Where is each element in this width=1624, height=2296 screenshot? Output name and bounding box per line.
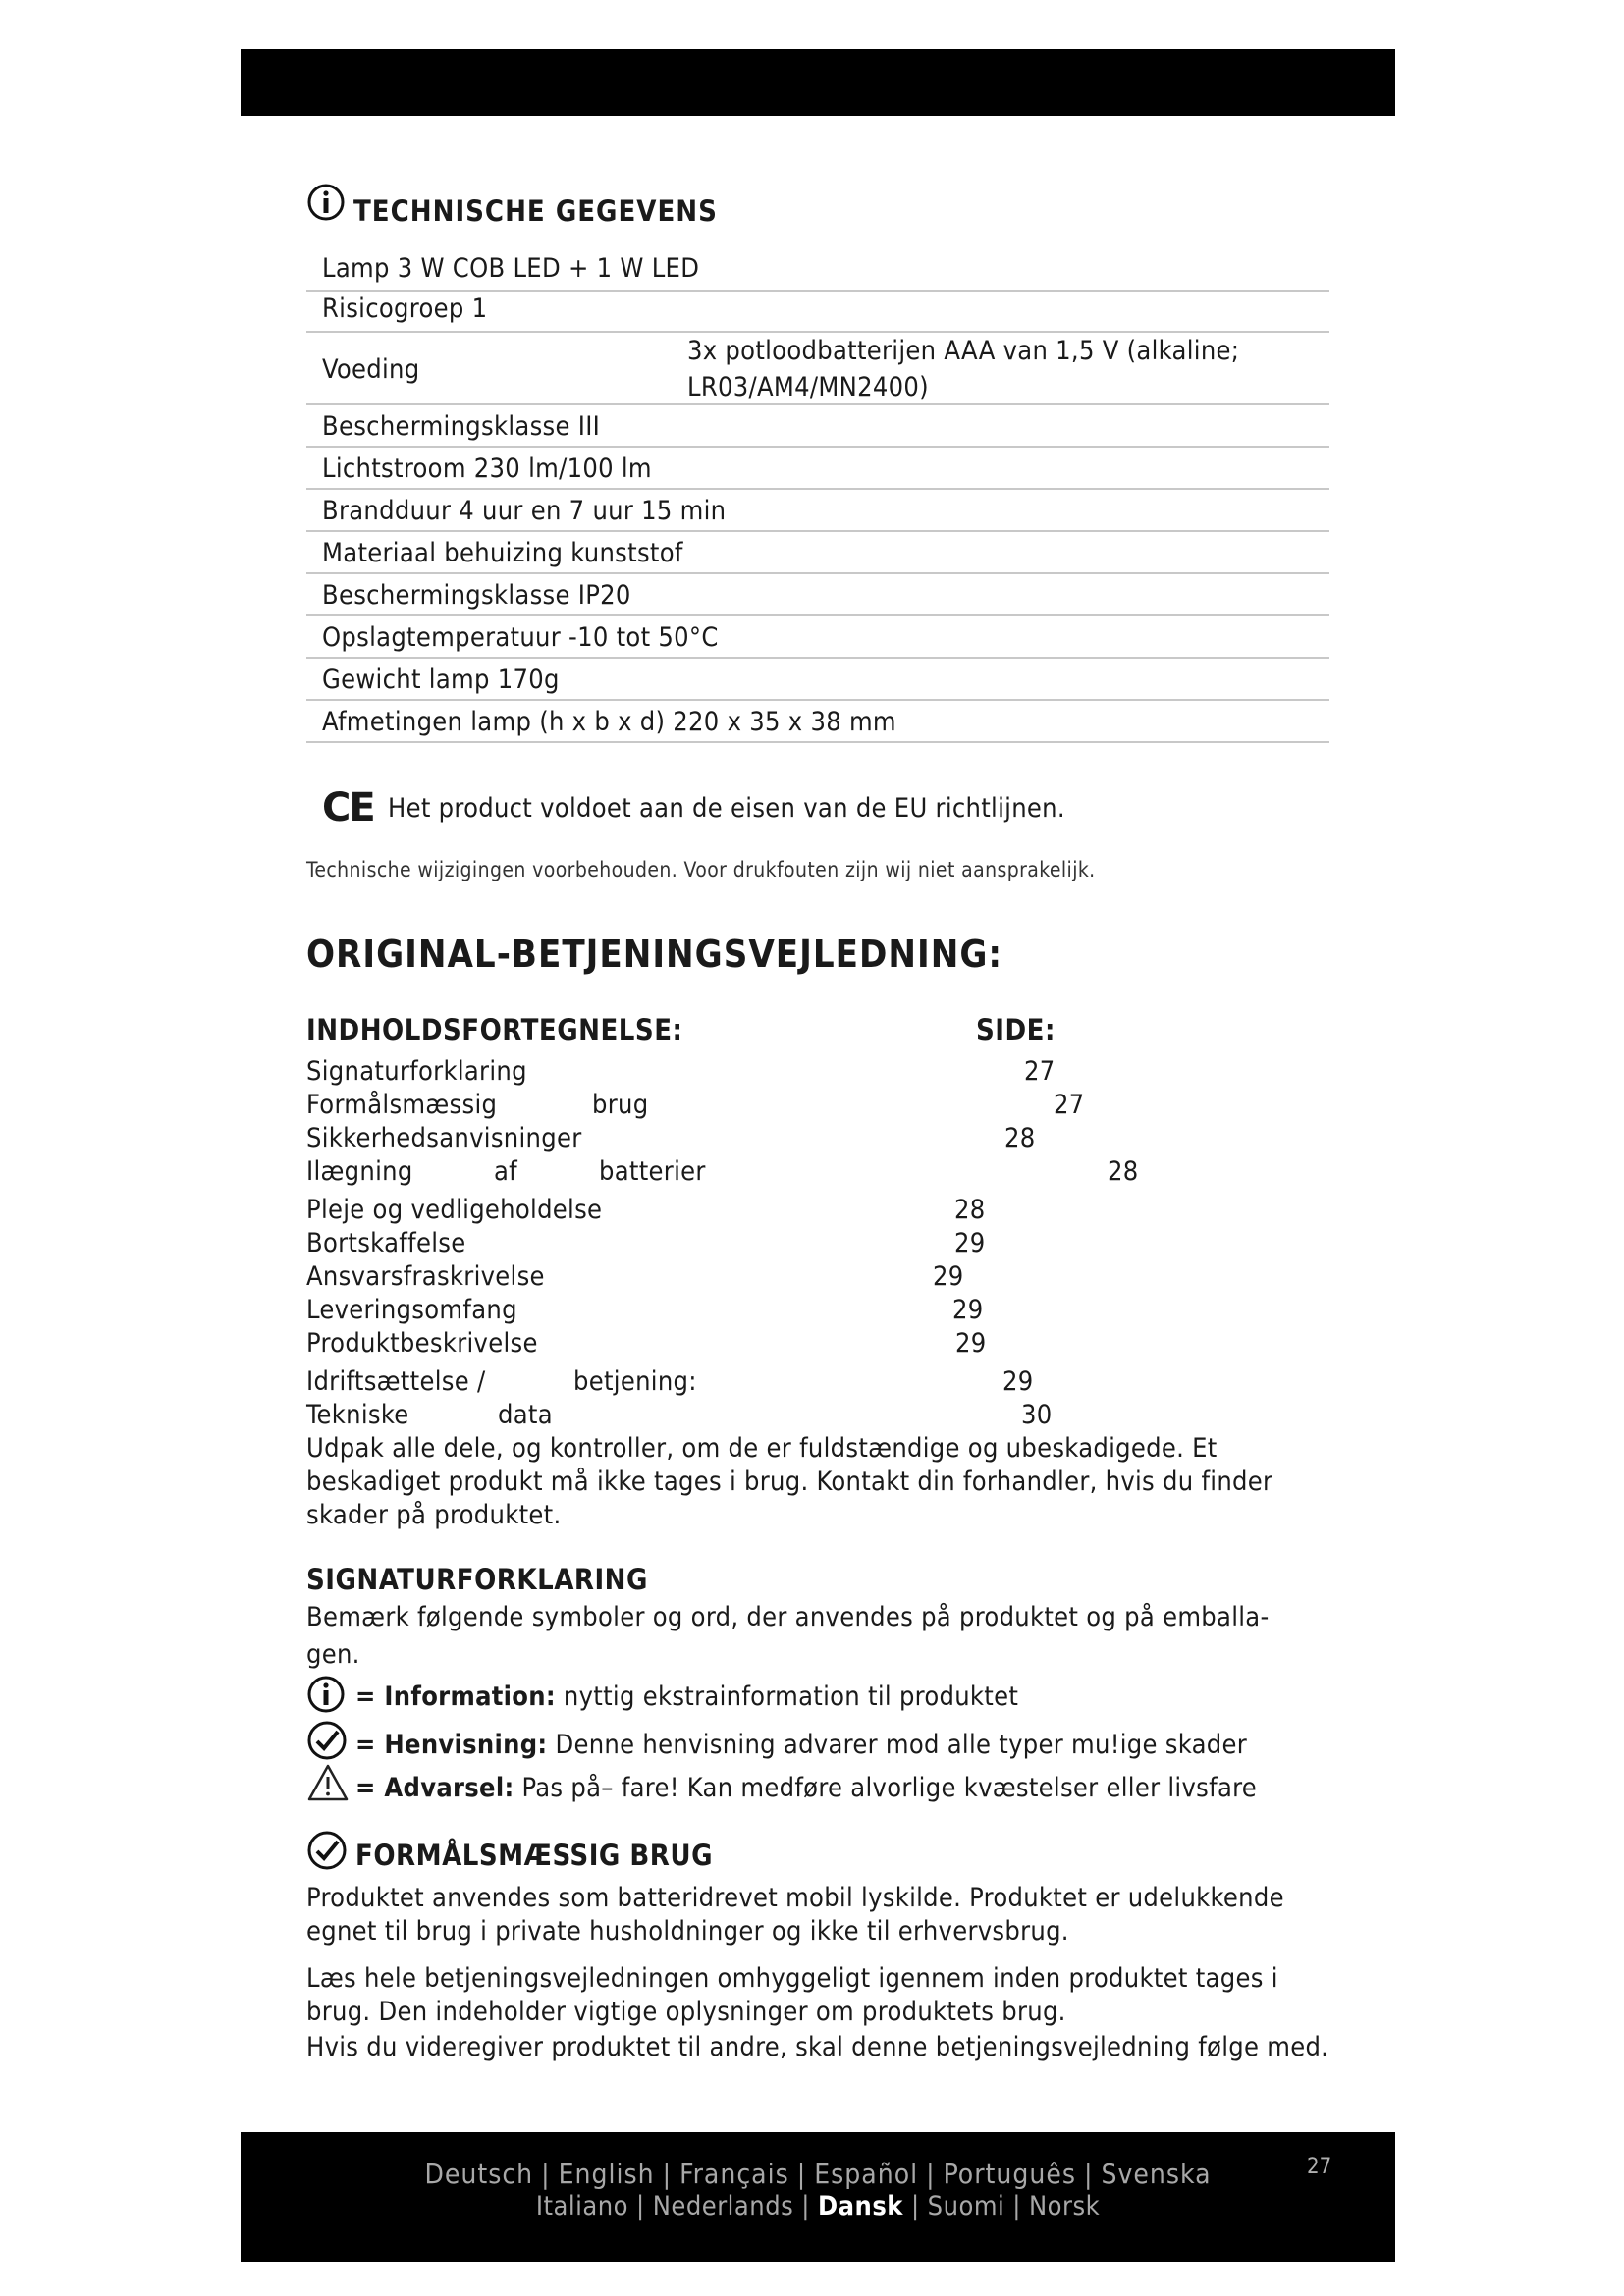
spec-row: Beschermingsklasse IP20 [306,574,1329,616]
disclaimer: Technische wijzigingen voorbehouden. Voor drukfouten zijn wij niet aansprakelijk. [306,858,1096,881]
toc-page: 28 [1004,1123,1036,1153]
formaal-text: Hvis du videregiver produktet til andre, skal denne betjeningsvejledning følge med. [306,2032,1329,2062]
toc-item: Ansvarsfraskrivelse [306,1261,545,1292]
toc-item: Produktbeskrivelse [306,1328,538,1359]
signatur-item-text: nyttig ekstrainformation til produktet [555,1682,1019,1712]
language-nav-row-1: Deutsch | English | Français | Español | Português | Svenska [424,2158,1212,2190]
info-icon [306,1675,346,1714]
lang-link-portugues[interactable]: Português [943,2158,1076,2190]
toc-item-word: batterier [599,1156,706,1187]
signatur-item-info [355,1682,1018,1712]
unpack-line: skader på produktet. [306,1500,562,1530]
unpack-line: Udpak alle dele, og kontroller, om de er fuldstændige og ubeskadigede. Et [306,1433,1218,1464]
toc-item: Leveringsomfang [306,1295,517,1325]
lang-link-espanol[interactable]: Español [814,2158,919,2190]
spec-row: Gewicht lamp 170g [306,659,1329,701]
spec-row: Brandduur 4 uur en 7 uur 15 min [306,490,1329,532]
spec-row: Lichtstroom 230 lm/100 lm [306,448,1329,490]
power-label: Voeding [322,354,420,385]
toc-item: Idriftsættelse / [306,1366,486,1397]
signatur-item-label: = Henvisning: [355,1730,548,1760]
signatur-item-text: Pas på– fare! Kan medføre alvorlige kvæstelser eller livsfare [514,1773,1258,1803]
signatur-intro: gen. [306,1639,360,1670]
toc-page: 30 [1021,1400,1053,1430]
spec-heading: TECHNISCHE GEGEVENS [353,194,718,228]
spec-row: Materiaal behuizing kunststof [306,532,1329,574]
lang-link-svenska[interactable]: Svenska [1101,2158,1212,2190]
signatur-item-label: = Advarsel: [355,1773,514,1803]
lang-link-norsk[interactable]: Norsk [1028,2191,1101,2221]
toc-page: 27 [1024,1056,1056,1087]
language-nav-row-2: Italiano | Nederlands | Dansk | Suomi | Norsk [535,2191,1101,2221]
toc-page: 28 [1108,1156,1139,1187]
toc-item: Bortskaffelse [306,1228,466,1258]
signatur-intro: Bemærk følgende symboler og ord, der anvendes på produktet og på emballa- [306,1602,1270,1632]
check-icon [306,1720,348,1761]
header-bar [241,49,1395,116]
formaal-heading: FORMÅLSMÆSSIG BRUG [355,1839,713,1872]
lang-link-nederlands[interactable]: Nederlands [652,2191,794,2221]
toc-item: Ilægning [306,1156,413,1187]
formaal-text: brug. Den indeholder vigtige oplysninger om produktets brug. [306,1997,1066,2027]
ce-text: Het product voldoet aan de eisen van de EU richtlijnen. [388,793,1065,824]
warning-icon [306,1763,350,1802]
signatur-item-label: = Information: [355,1682,556,1712]
unpack-line: beskadiget produkt må ikke tages i brug. Kontakt din forhandler, hvis du finder [306,1467,1273,1497]
toc-item-word: af [494,1156,518,1187]
toc-side-heading: SIDE: [976,1013,1056,1046]
formaal-text: egnet til brug i private husholdninger og ikke til erhvervsbrug. [306,1916,1069,1947]
ce-mark: CE [322,785,374,830]
formaal-text: Produktet anvendes som batteridrevet mobil lyskilde. Produktet er udelukkende [306,1883,1284,1913]
toc-item-word: brug [592,1090,649,1120]
spec-row-power [306,333,1329,405]
toc-page: 29 [1002,1366,1034,1397]
signatur-item-warning [355,1773,1257,1803]
page-title: ORIGINAL-BETJENINGSVEJLEDNING: [306,933,1003,976]
lang-link-suomi[interactable]: Suomi [927,2191,1005,2221]
toc-page: 29 [955,1328,987,1359]
lang-link-dansk-active[interactable]: Dansk [817,2191,903,2221]
signatur-item-text: Denne henvisning advarer mod alle typer mu!ige skader [547,1730,1248,1760]
toc-item: Pleje og vedligeholdelse [306,1195,603,1225]
toc-heading: INDHOLDSFORTEGNELSE: [306,1013,683,1046]
lang-link-italiano[interactable]: Italiano [535,2191,629,2221]
power-value: 3x potloodbatterijen AAA van 1,5 V (alkaline; LR03/AM4/MN2400) [687,336,1240,402]
toc-item: Tekniske [306,1400,409,1430]
toc-page: 29 [954,1228,986,1258]
lang-link-deutsch[interactable]: Deutsch [424,2158,534,2190]
lang-link-english[interactable]: English [558,2158,655,2190]
spec-row: Risicogroep 1 [306,292,1329,333]
page-number: 27 [1307,2155,1332,2179]
spec-row: Lamp 3 W COB LED + 1 W LED [306,247,1329,292]
toc-page: 29 [952,1295,984,1325]
spec-row: Afmetingen lamp (h x b x d) 220 x 35 x 38 mm [306,701,1329,743]
toc-item-word: data [498,1400,553,1430]
signatur-item-check [355,1730,1247,1760]
toc-item: Signaturforklaring [306,1056,527,1087]
spec-row: Opslagtemperatuur -10 tot 50°C [306,616,1329,659]
check-icon [306,1830,348,1871]
spec-row: Beschermingsklasse III [306,405,1329,448]
formaal-text: Læs hele betjeningsvejledningen omhyggeligt igennem inden produktet tages i [306,1963,1278,1994]
toc-page: 27 [1054,1090,1085,1120]
toc-page: 29 [933,1261,964,1292]
info-icon [306,183,346,222]
toc-page: 28 [954,1195,986,1225]
spec-table [306,247,1329,743]
toc-item: Sikkerhedsanvisninger [306,1123,582,1153]
toc-item: Formålsmæssig [306,1090,498,1120]
lang-link-francais[interactable]: Français [679,2158,789,2190]
signatur-heading: SIGNATURFORKLARING [306,1563,648,1596]
toc-item-word: betjening: [573,1366,697,1397]
